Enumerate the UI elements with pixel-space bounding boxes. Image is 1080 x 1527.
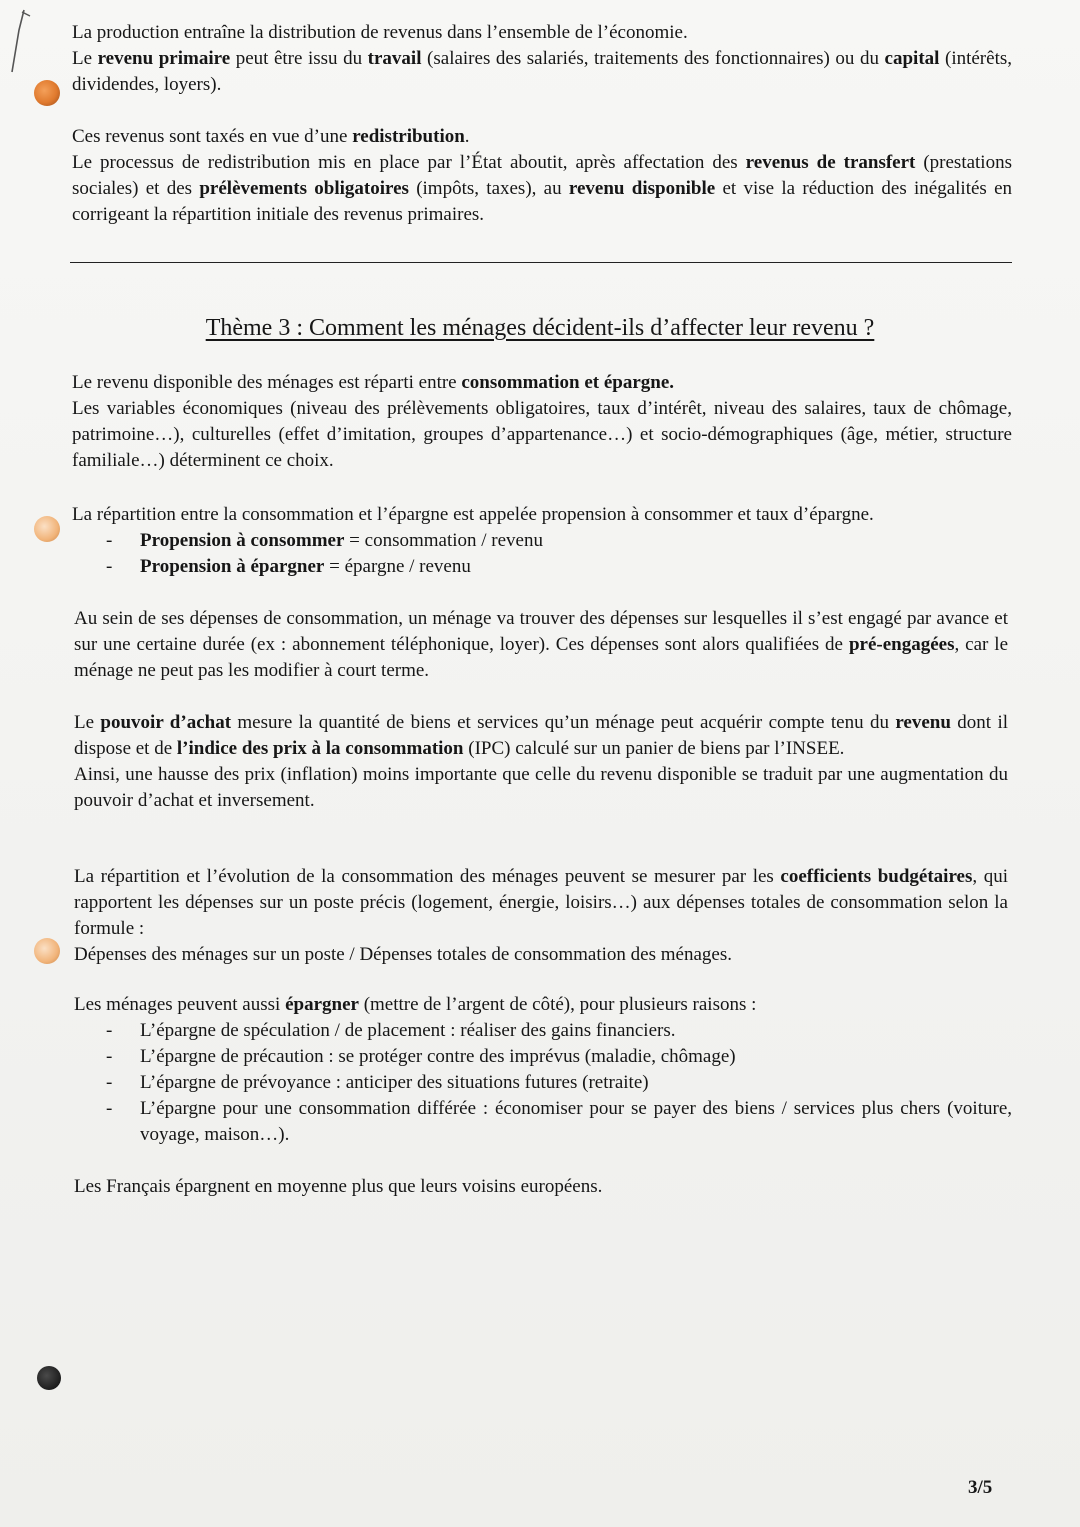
paragraph-francais-epargnent: Les Français épargnent en moyenne plus que leurs voisins européens. — [74, 1176, 603, 1197]
list-item: - Propension à consommer = consommation / revenu — [106, 530, 543, 551]
paragraph-coefficients-budgetaires: La répartition et l’évolution de la consommation des ménages peuvent se mesurer par les coefficients budgétaires, qui rapportent les dépenses sur un poste précis (logement, énergie, loisirs…) aux dépenses totales de consommation selon la formule : Dépenses des ménages sur un poste / Dépenses totales de consommation des ménages. — [74, 866, 1008, 965]
list-item: - L’épargne de précaution : se protéger contre des imprévus (maladie, chômage) — [106, 1046, 736, 1067]
intro-paragraph-1: La production entraîne la distribution de revenus dans l’ensemble de l’économie. Le revenu primaire peut être issu du travail (salaires des salariés, traitements des fonctionnaires) ou du capital (intérêts, dividendes, loyers). — [72, 22, 1012, 95]
propension-list — [106, 528, 1012, 580]
list-item: - L’épargne pour une consommation différée : économiser pour se payer des biens / services plus chers (voiture, voyage, maison…). — [106, 1098, 1012, 1145]
list-item: - Propension à épargner = épargne / revenu — [106, 556, 471, 577]
list-item: - L’épargne de spéculation / de placement : réaliser des gains financiers. — [106, 1020, 676, 1041]
paragraph-pre-engagees: Au sein de ses dépenses de consommation, un ménage va trouver des dépenses sur lesquelles il s’est engagé par avance et sur une certaine durée (ex : abonnement téléphonique, loyer). Ces dépenses sont alors qualifiées de pré-engagées, car le ménage ne peut pas les modifier à court terme. — [74, 608, 1009, 681]
punch-hole-icon — [34, 80, 60, 106]
intro-paragraph-2: Ces revenus sont taxés en vue d’une redistribution. Le processus de redistribution mis en place par l’État aboutit, après affectation des revenus de transfert (prestations sociales) et des prélèvements obligatoires (impôts, taxes), au revenu disponible et vise la réduction des inégalités en corrigeant la répartition initiale des revenus primaires. — [72, 126, 1013, 225]
theme-title: Thème 3 : Comment les ménages décident-ils d’affecter leur revenu ? — [205, 315, 875, 341]
paragraph-pouvoir-achat: Le pouvoir d’achat mesure la quantité de biens et services qu’un ménage peut acquérir compte tenu du revenu dont il dispose et de l’indice des prix à la consommation (IPC) calculé sur un panier de biens par l’INSEE. Ainsi, une hausse des prix (inflation) moins importante que celle du revenu disponible se traduit par une augmentation du pouvoir d’achat et inversement. — [74, 712, 1009, 811]
punch-hole-icon — [34, 938, 60, 964]
pen-stroke-mark — [0, 0, 40, 80]
page-number: 3/5 — [968, 1477, 993, 1498]
paragraph-propension: La répartition entre la consommation et l’épargne est appelée propension à consommer et taux d’épargne. — [72, 504, 874, 525]
paragraph-epargne: Les ménages peuvent aussi épargner (mettre de l’argent de côté), pour plusieurs raisons : — [74, 994, 757, 1015]
punch-hole-icon — [34, 516, 60, 542]
punch-hole-icon — [37, 1366, 61, 1390]
section-divider — [70, 262, 1012, 263]
epargne-list — [106, 1018, 1012, 1148]
paragraph-revenu-disponible: Le revenu disponible des ménages est réparti entre consommation et épargne. Les variables économiques (niveau des prélèvements obligatoires, taux d’intérêt, niveau des salaires, taux de chômage, patrimoine…), culturelles (effet d’imitation, groupes d’appartenance…) et socio-démographiques (âge, métier, structure familiale…) déterminent ce choix. — [72, 372, 1012, 471]
list-item: - L’épargne de prévoyance : anticiper des situations futures (retraite) — [106, 1072, 649, 1093]
